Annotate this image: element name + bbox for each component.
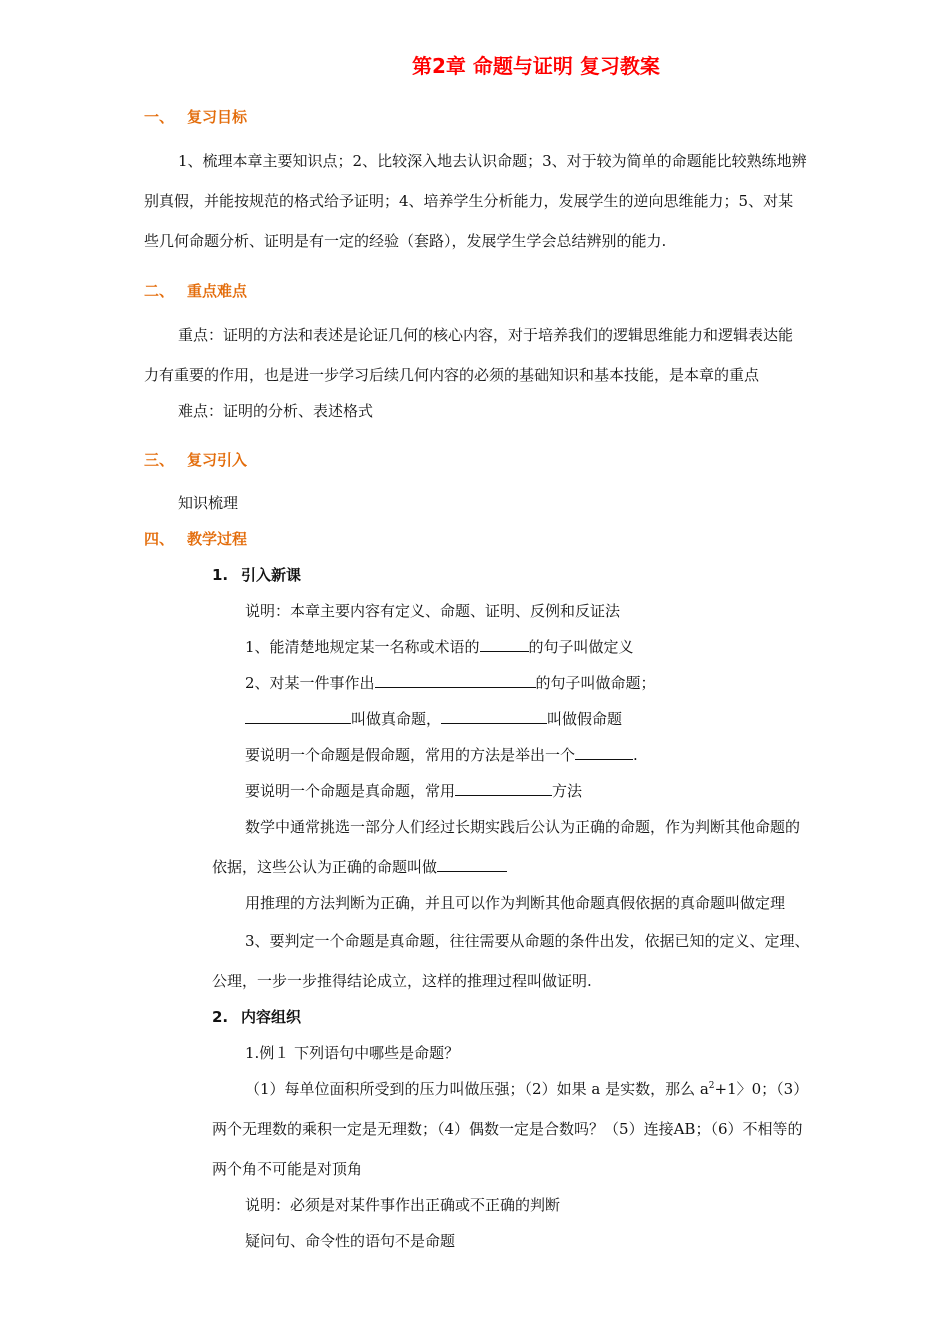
section-number: 四、 [144, 530, 175, 548]
true-method-line [245, 780, 582, 801]
example-note: 说明：必须是对某件事作出正确或不正确的判断 [245, 1196, 561, 1214]
intro-text: 知识梳理 [178, 494, 239, 512]
fill-in-blank [455, 780, 552, 796]
definition-text-b: 的句子叫做定义 [528, 638, 634, 656]
subsection-number: 1. [212, 566, 229, 584]
page-title: 第2章 命题与证明 复习教案 [412, 54, 660, 78]
section-number: 一、 [144, 108, 175, 126]
false-method-end: . [633, 746, 638, 764]
theorem-line: 用推理的方法判断为正确，并且可以作为判断其他命题真假依据的真命题叫做定理 [245, 894, 786, 912]
false-method-text: 要说明一个命题是假命题，常用的方法是举出一个 [245, 746, 576, 764]
goals-line-2: 别真假，并能按规范的格式给予证明；4、培养学生分析能力，发展学生的逆向思维能力；5、对某 [144, 192, 794, 210]
fill-in-blank [375, 672, 536, 688]
subsection-heading-content [212, 1006, 301, 1027]
proposition-line [245, 672, 656, 693]
subsection-label: 引入新课 [241, 566, 302, 584]
true-method-text-b: 方法 [552, 782, 583, 800]
section-number: 二、 [144, 282, 175, 300]
fill-in-blank [575, 744, 633, 760]
false-method-line [245, 744, 638, 765]
key-point-line-1: 重点：证明的方法和表述是论证几何的核心内容，对于培养我们的逻辑思维能力和逻辑表达能 [178, 326, 794, 344]
fill-in-blank [245, 708, 351, 724]
subsection-label: 内容组织 [241, 1008, 302, 1026]
exponent: 2 [708, 1081, 715, 1091]
difficulty-line: 难点：证明的分析、表述格式 [178, 402, 374, 420]
fill-in-blank [441, 708, 547, 724]
example-text-b: +1〉0；（3） [714, 1080, 809, 1098]
section-label: 教学过程 [187, 530, 248, 548]
example-note-2: 疑问句、命令性的语句不是命题 [245, 1232, 456, 1250]
section-label: 复习引入 [187, 451, 248, 469]
example-text-a: （1）每单位面积所受到的压力叫做压强；（2）如果 a 是实数，那么 a [245, 1080, 709, 1098]
subsection-number: 2. [212, 1008, 229, 1026]
section-heading-goals [144, 106, 247, 127]
key-point-line-2: 力有重要的作用，也是进一步学习后续几何内容的必须的基础知识和基本技能，是本章的重点 [144, 366, 760, 384]
true-false-proposition-line [245, 708, 622, 729]
definition-line [245, 636, 634, 657]
proof-line-1: 3、要判定一个命题是真命题，往往需要从命题的条件出发，依据已知的定义、定理、 [245, 932, 810, 950]
chapter-note: 说明：本章主要内容有定义、命题、证明、反例和反证法 [245, 602, 621, 620]
false-proposition-text: 叫做假命题 [547, 710, 623, 728]
axiom-line-1: 数学中通常挑选一部分人们经过长期实践后公认为正确的命题，作为判断其他命题的 [245, 818, 801, 836]
fill-in-blank [437, 856, 507, 872]
proposition-text-a: 2、对某一件事作出 [245, 674, 375, 692]
axiom-text: 依据，这些公认为正确的命题叫做 [212, 858, 438, 876]
section-heading-intro [144, 449, 247, 470]
section-label: 重点难点 [187, 282, 248, 300]
section-heading-process [144, 528, 247, 549]
definition-text-a: 1、能清楚地规定某一名称或术语的 [245, 638, 480, 656]
example-line-1 [245, 1078, 808, 1099]
subsection-heading-new-lesson [212, 564, 301, 585]
example-line-2: 两个无理数的乘积一定是无理数；（4）偶数一定是合数吗？（5）连接AB；（6）不相等的 [212, 1120, 803, 1138]
proposition-text-b: 的句子叫做命题； [535, 674, 656, 692]
goals-line-3: 些几何命题分析、证明是有一定的经验（套路），发展学生学会总结辨别的能力. [144, 232, 667, 250]
proof-line-2: 公理，一步一步推得结论成立，这样的推理过程叫做证明. [212, 972, 592, 990]
example-line-3: 两个角不可能是对顶角 [212, 1160, 363, 1178]
goals-line-1: 1、梳理本章主要知识点；2、比较深入地去认识命题；3、对于较为简单的命题能比较熟练地辨 [178, 152, 807, 170]
axiom-line-2 [212, 856, 507, 877]
section-number: 三、 [144, 451, 175, 469]
fill-in-blank [480, 636, 529, 652]
example-question: 1.例１ 下列语句中哪些是命题？ [245, 1044, 460, 1062]
true-method-text-a: 要说明一个命题是真命题，常用 [245, 782, 456, 800]
section-label: 复习目标 [187, 108, 248, 126]
true-proposition-text: 叫做真命题， [351, 710, 442, 728]
section-heading-key-points [144, 280, 247, 301]
